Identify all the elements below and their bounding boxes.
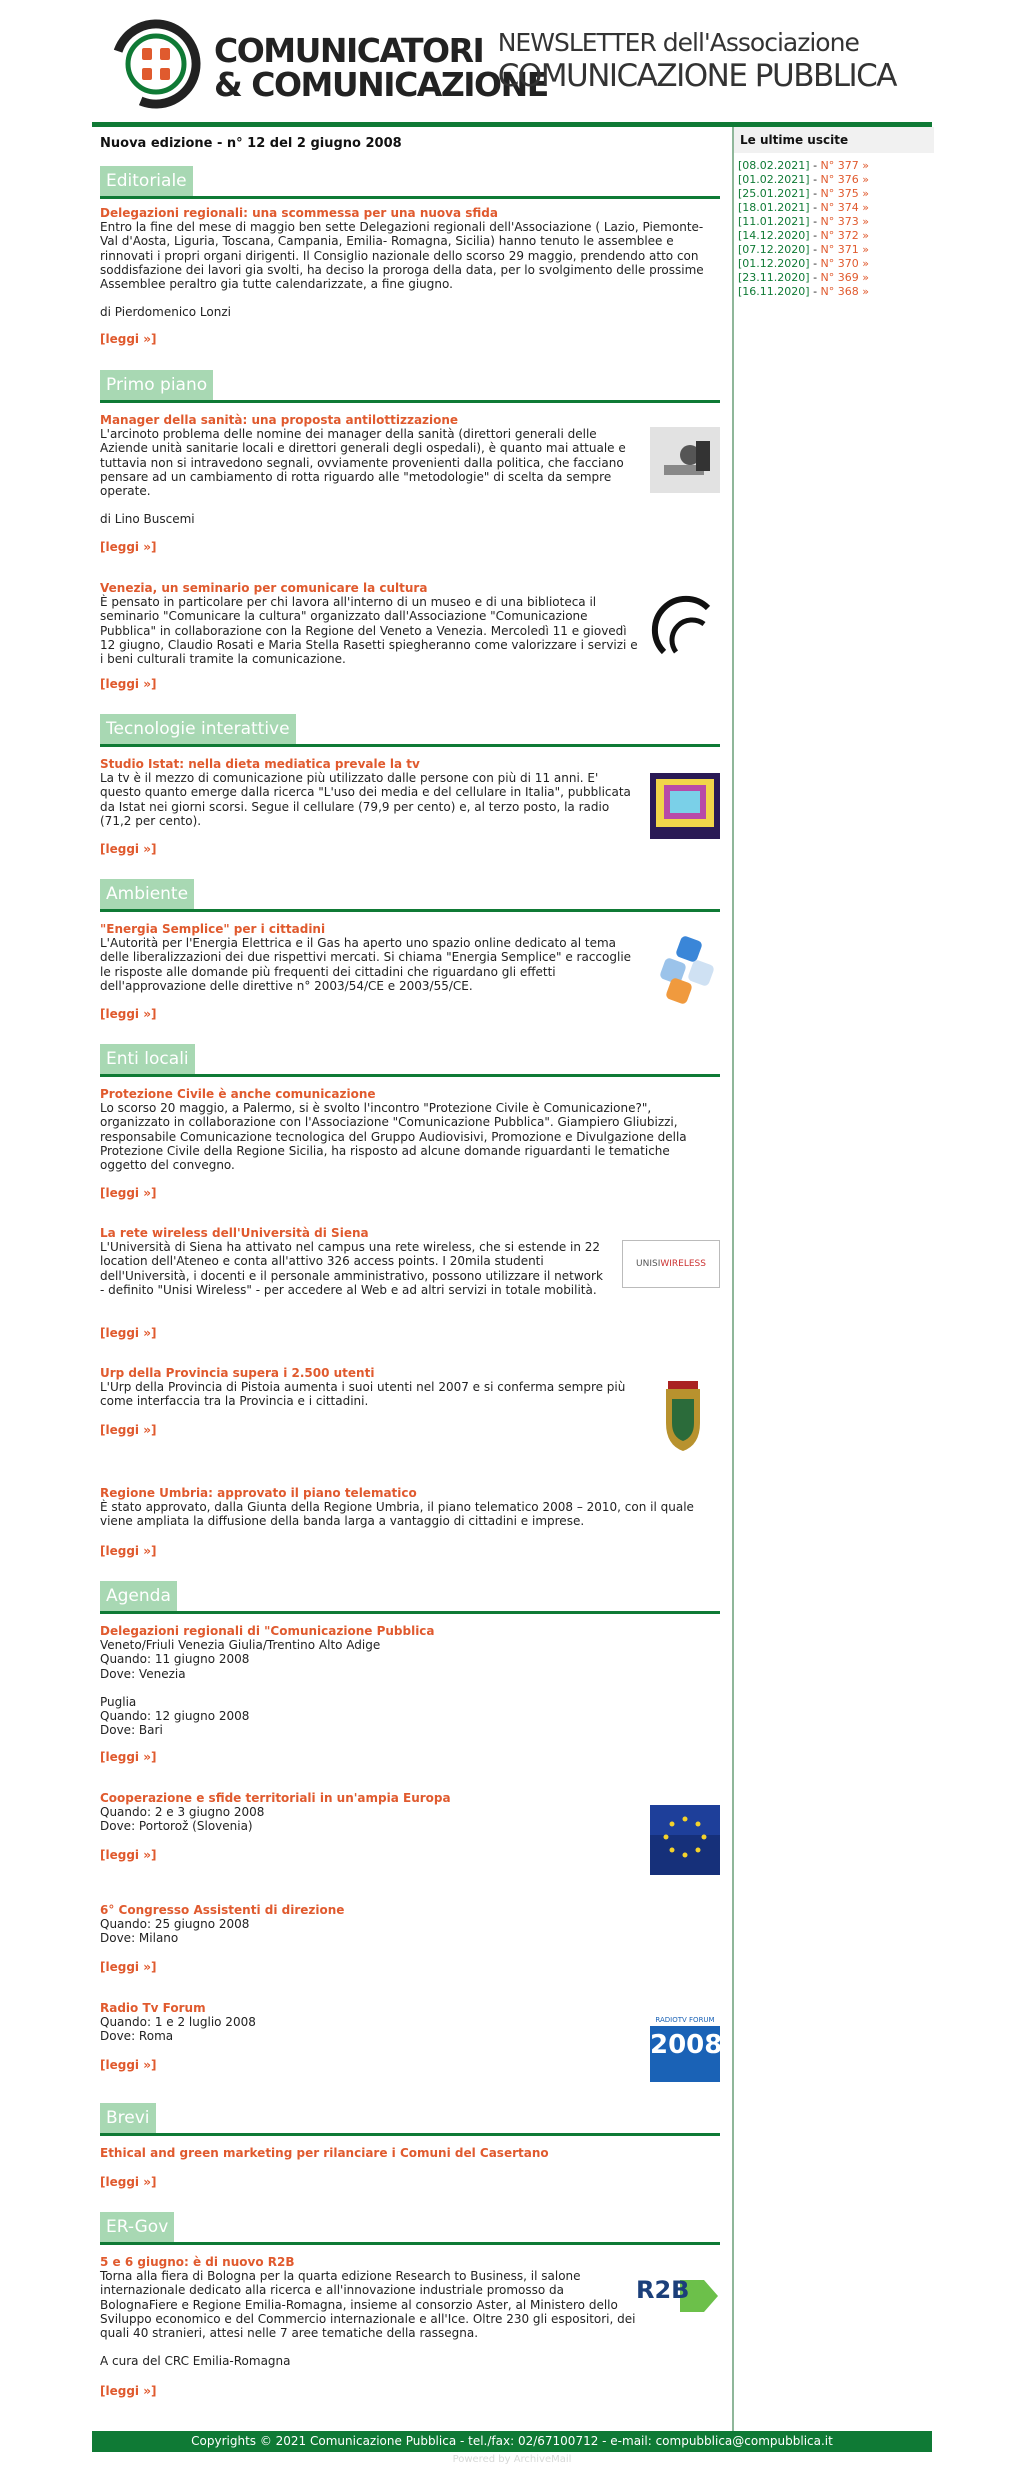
logo-year: 2008: [650, 2030, 723, 2060]
section-ergov: [100, 2212, 720, 2245]
agenda-radiotv: [100, 2001, 640, 2044]
issue-date: [16.11.2020]: [738, 285, 810, 298]
article-author: di Pierdomenico Lonzi: [100, 305, 231, 320]
section-ambiente: [100, 879, 720, 912]
section-label: ER-Gov: [100, 2212, 174, 2242]
event-date: Quando: 12 giugno 2008: [100, 1709, 250, 1724]
read-more-link[interactable]: [leggi »]: [100, 2175, 157, 2189]
event-place: Dove: Milano: [100, 1931, 179, 1946]
article-body: Lo scorso 20 maggio, a Palermo, si è svolto l'incontro "Protezione Civile è Comunicazione?", organizzato in collaborazione con l'Associazione "Comunicazione Pubblica". Giampiero Gliubizzi, responsabile Comunicazione tecnologica del Gruppo Audiovisivi, Promozione e Divulgazione della Protezione Civile della Regione Sicilia, ha risposto ad alcune domande riguardanti le tematiche oggetto del convegno.: [100, 1101, 687, 1173]
section-label: Ambiente: [100, 879, 194, 909]
issue-separator: -: [809, 229, 821, 242]
read-more-link[interactable]: [leggi »]: [100, 1186, 157, 1200]
read-more-link[interactable]: [leggi »]: [100, 2058, 157, 2072]
section-label: Editoriale: [100, 166, 193, 196]
issue-link[interactable]: [738, 285, 934, 299]
section-agenda: [100, 1581, 720, 1614]
issue-date: [14.12.2020]: [738, 229, 810, 242]
article-body: Torna alla fiera di Bologna per la quarta edizione Research to Business, il salone internazionale dedicato alla ricerca e all'innovazione industriale promosso da BolognaFiere e Regione Emilia-Romagna, insieme al consorzio Aster, al Ministero dello Sviluppo economico e del Commercio internazionale e all'Ice. Oltre 230 gli espositori, dei quali 40 stranieri, attesi nelle 7 aree tematiche della rassegna.: [100, 2269, 636, 2341]
article-body: L'Urp della Provincia di Pistoia aumenta i suoi utenti nel 2007 e si conferma sempre più come interfaccia tra la Provincia e i cittadini.: [100, 1380, 626, 1409]
read-more-link[interactable]: [leggi »]: [100, 1960, 157, 1974]
read-more-link[interactable]: [leggi »]: [100, 2384, 157, 2398]
event-date: Quando: 2 e 3 giugno 2008: [100, 1805, 265, 1820]
article-title[interactable]: Cooperazione e sfide territoriali in un'ampia Europa: [100, 1791, 451, 1805]
article-title[interactable]: La rete wireless dell'Università di Siena: [100, 1226, 369, 1240]
logo-text: UNISI: [636, 1259, 661, 1269]
newsletter-title: [498, 28, 896, 94]
unisi-wireless-logo: [622, 1240, 720, 1288]
section-label: Brevi: [100, 2103, 156, 2133]
logo-text: WIRELESS: [660, 1259, 706, 1269]
section-label: Tecnologie interattive: [100, 714, 296, 744]
issue-link[interactable]: [738, 243, 934, 257]
issue-date: [18.01.2021]: [738, 201, 810, 214]
tv-icon: [650, 773, 720, 839]
newsletter-line2: COMUNICAZIONE PUBBLICA: [497, 58, 896, 94]
article-title[interactable]: Venezia, un seminario per comunicare la cultura: [100, 581, 428, 595]
article-energia: [100, 922, 640, 993]
issue-link[interactable]: [738, 159, 934, 173]
article-urp: [100, 1366, 640, 1409]
article-title[interactable]: 5 e 6 giugno: è di nuovo R2B: [100, 2255, 295, 2269]
section-brevi: [100, 2103, 720, 2136]
radiotv-forum-logo: [650, 2014, 723, 2082]
issue-separator: -: [809, 285, 821, 298]
agenda-delegazioni: [100, 1624, 720, 1737]
issue-date: [11.01.2021]: [738, 215, 810, 228]
article-body: L'Università di Siena ha attivato nel campus una rete wireless, che si estende in 22 location dell'Ateneo e conta all'attivo 326 access points. I 20mila studenti dell'Università, i docenti e il personale amministrativo, possono utilizzare il network - definito "Unisi Wireless" - per accedere al Web e ad altri servizi in totale mobilità.: [100, 1240, 603, 1297]
event-date: Quando: 25 giugno 2008: [100, 1917, 250, 1932]
read-more-link[interactable]: [leggi »]: [100, 1848, 157, 1862]
issue-separator: -: [809, 159, 821, 172]
agenda-congresso: [100, 1903, 720, 1946]
r2b-logo: [634, 2270, 720, 2330]
eu-flag-icon: [650, 1805, 720, 1875]
issue-separator: -: [809, 173, 821, 186]
article-wireless: [100, 1226, 610, 1297]
article-istat: [100, 757, 640, 828]
section-label: Enti locali: [100, 1044, 195, 1074]
issue-separator: -: [809, 215, 821, 228]
section-enti-locali: [100, 1044, 720, 1077]
article-delegazioni: [100, 206, 720, 319]
article-title[interactable]: Protezione Civile è anche comunicazione: [100, 1087, 376, 1101]
agenda-cooperazione: [100, 1791, 640, 1834]
event-region: Veneto/Friuli Venezia Giulia/Trentino Alto Adige: [100, 1638, 381, 1653]
section-primo-piano: [100, 370, 720, 403]
issue-separator: -: [809, 187, 821, 200]
logo-icon: [110, 18, 202, 110]
logo-text: RADIOTV FORUM: [650, 2014, 720, 2026]
article-body: È pensato in particolare per chi lavora all'interno di un museo e di una biblioteca il seminario "Comunicare la cultura" organizzato dall'Associazione "Comunicazione Pubblica" in collaborazione con la Regione del Veneto a Venezia. Mercoledì 11 e giovedì 12 giugno, Claudio Rosati e Maria Stella Rasetti spiegheranno come valorizzare i servizi e i beni culturali tramite la comunicazione.: [100, 595, 638, 667]
issue-link[interactable]: [738, 187, 934, 201]
issue-link[interactable]: [738, 271, 934, 285]
newsletter-line1: NEWSLETTER dell'Associazione: [497, 28, 859, 57]
article-author: di Lino Buscemi: [100, 512, 195, 527]
edition-title: Nuova edizione - n° 12 del 2 giugno 2008: [100, 136, 402, 151]
sidebar: [732, 127, 934, 2431]
issue-number[interactable]: N° 375 »: [820, 187, 869, 200]
culture-logo-icon: [650, 594, 720, 664]
issue-separator: -: [809, 201, 821, 214]
read-more-link[interactable]: [leggi »]: [100, 1750, 157, 1764]
issue-number[interactable]: N° 377 »: [820, 159, 869, 172]
article-body: Entro la fine del mese di maggio ben sette Delegazioni regionali dell'Associazione ( Lazio, Piemonte-Val d'Aosta, Liguria, Toscana, Campania, Emilia- Romagna, Sicilia) hanno tenuto le assemblee e rinnovati i propri organi dirigenti. Il Consiglio nazionale dello scorso 29 maggio, prendendo atto con soddisfazione dei lavori gia svolti, ha deciso la proroga della data, per lo svolgimento delle prossime Assemblee peraltro gia tutte calendarizzate, a fine giugno.: [100, 220, 704, 292]
issue-number[interactable]: N° 374 »: [820, 201, 869, 214]
issue-separator: -: [809, 257, 821, 270]
issue-date: [01.12.2020]: [738, 257, 810, 270]
issue-number[interactable]: N° 369 »: [820, 271, 869, 284]
issue-date: [25.01.2021]: [738, 187, 810, 200]
read-more-link[interactable]: [leggi »]: [100, 842, 157, 856]
article-r2b: [100, 2255, 640, 2368]
sidebar-title: Le ultime uscite: [734, 127, 934, 153]
article-title[interactable]: "Energia Semplice" per i cittadini: [100, 922, 326, 936]
article-body: È stato approvato, dalla Giunta della Regione Umbria, il piano telematico 2008 – 2010, con il quale viene ampliata la diffusione della banda larga a vantaggio di cittadini e imprese.: [100, 1500, 694, 1529]
section-tecnologie: [100, 714, 720, 747]
logo-line1: COMUNICATORI: [214, 31, 484, 70]
read-more-link[interactable]: [leggi »]: [100, 1544, 157, 1558]
issue-date: [23.11.2020]: [738, 271, 810, 284]
article-title[interactable]: Studio Istat: nella dieta mediatica prevale la tv: [100, 757, 420, 771]
event-place: Dove: Venezia: [100, 1666, 186, 1681]
read-more-link[interactable]: [leggi »]: [100, 1007, 157, 1021]
issue-number[interactable]: N° 370 »: [820, 257, 869, 270]
read-more-link[interactable]: [leggi »]: [100, 540, 157, 554]
event-place: Dove: Bari: [100, 1723, 163, 1738]
section-label: Agenda: [100, 1581, 177, 1611]
article-venezia: [100, 581, 640, 666]
footer: Copyrights © 2021 Comunicazione Pubblica - tel./fax: 02/67100712 - e-mail: compubblica@compubblica.it: [92, 2431, 932, 2452]
issue-number[interactable]: N° 373 »: [820, 215, 869, 228]
pistoia-crest-icon: [658, 1379, 708, 1453]
logo-line2: & COMUNICAZIONE: [214, 65, 548, 104]
article-body: L'Autorità per l'Energia Elettrica e il Gas ha aperto uno spazio online dedicato al tema delle liberalizzazioni dei due rispettivi mercati. Si chiama "Energia Semplice" e raccoglie le risposte alle domande più frequenti dei cittadini che riguardano gli effetti dell'approvazione delle direttive n° 2003/54/CE e 2003/55/CE.: [100, 936, 632, 993]
article-title[interactable]: Manager della sanità: una proposta antilottizzazione: [100, 413, 459, 427]
issue-link[interactable]: [738, 201, 934, 215]
article-title[interactable]: Regione Umbria: approvato il piano telematico: [100, 1486, 417, 1500]
article-title[interactable]: Delegazioni regionali di "Comunicazione Pubblica: [100, 1624, 435, 1638]
issue-date: [08.02.2021]: [738, 159, 810, 172]
issue-list: [734, 153, 934, 299]
article-title[interactable]: Radio Tv Forum: [100, 2001, 206, 2015]
read-more-link[interactable]: [leggi »]: [100, 332, 157, 346]
article-umbria: [100, 1486, 720, 1529]
article-ethical: [100, 2146, 720, 2160]
section-editoriale: [100, 166, 720, 199]
read-more-link[interactable]: [leggi »]: [100, 1326, 157, 1340]
logo-text: R2B: [636, 2276, 690, 2304]
event-place: Dove: Portorož (Slovenia): [100, 1819, 253, 1834]
issue-link[interactable]: [738, 173, 934, 187]
issue-separator: -: [809, 243, 821, 256]
event-region: Puglia: [100, 1694, 137, 1709]
issue-link[interactable]: [738, 257, 934, 271]
article-title[interactable]: Ethical and green marketing per rilanciare i Comuni del Casertano: [100, 2146, 549, 2160]
issue-number[interactable]: N° 372 »: [820, 229, 869, 242]
issue-link[interactable]: [738, 215, 934, 229]
issue-separator: -: [809, 271, 821, 284]
read-more-link[interactable]: [leggi »]: [100, 1423, 157, 1437]
article-body: L'arcinoto problema delle nomine dei manager della sanità (direttori generali delle Aziende unità sanitarie locali e direttori generali degli ospedali), è quanto mai attuale e tuttavia non si intravedono segnali, ovviamente provenienti dalla politica, che facciano pensare ad un cambiamento di rotta riguardo alle "metodologie" di scelta da sempre operate.: [100, 427, 626, 499]
issue-link[interactable]: [738, 229, 934, 243]
article-author: A cura del CRC Emilia-Romagna: [100, 2354, 291, 2369]
issue-number[interactable]: N° 368 »: [820, 285, 869, 298]
read-more-link[interactable]: [leggi »]: [100, 677, 157, 691]
article-body: La tv è il mezzo di comunicazione più utilizzato dalle persone con più di 11 anni. E' questo quanto emerge dalla ricerca "L'uso dei media e del cellulare in Italia", pubblicata da Istat nei giorni scorsi. Segue il cellulare (79,9 per cento) e, al terzo posto, la radio (71,2 per cento).: [100, 771, 631, 828]
event-date: Quando: 11 giugno 2008: [100, 1652, 250, 1667]
article-protezione: [100, 1087, 720, 1172]
issue-number[interactable]: N° 376 »: [820, 173, 869, 186]
issue-date: [01.02.2021]: [738, 173, 810, 186]
header: [92, 0, 932, 122]
section-label: Primo piano: [100, 370, 213, 400]
article-title[interactable]: 6° Congresso Assistenti di direzione: [100, 1903, 345, 1917]
energia-logo-icon: [650, 936, 720, 1006]
microscope-image: [650, 427, 720, 493]
event-date: Quando: 1 e 2 luglio 2008: [100, 2015, 256, 2030]
article-title[interactable]: Delegazioni regionali: una scommessa per una nuova sfida: [100, 206, 498, 220]
powered-by[interactable]: Powered by ArchiveMail: [452, 2454, 572, 2465]
article-title[interactable]: Urp della Provincia supera i 2.500 utenti: [100, 1366, 375, 1380]
issue-number[interactable]: N° 371 »: [820, 243, 869, 256]
issue-date: [07.12.2020]: [738, 243, 810, 256]
event-place: Dove: Roma: [100, 2029, 174, 2044]
article-manager: [100, 413, 640, 526]
